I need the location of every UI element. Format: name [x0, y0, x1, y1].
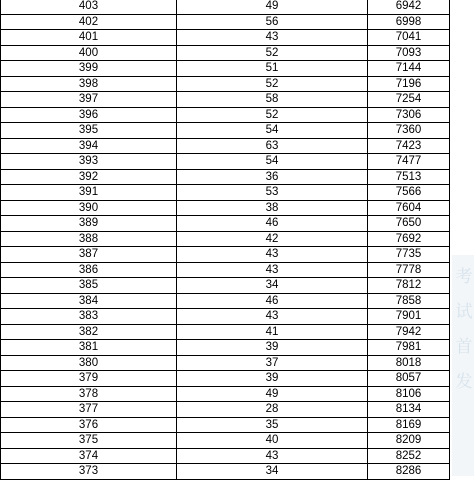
- table-row: [1, 107, 450, 123]
- count-cell: 53: [177, 185, 368, 201]
- table-row: [1, 324, 450, 340]
- score-cell: 391: [1, 185, 177, 201]
- table-row: [1, 45, 450, 61]
- table-row: [1, 417, 450, 433]
- count-cell: 54: [177, 154, 368, 170]
- table-row: [1, 262, 450, 278]
- table-row: [1, 92, 450, 108]
- table-row: [1, 386, 450, 402]
- score-cell: 386: [1, 262, 177, 278]
- table-row: [1, 123, 450, 139]
- score-cell: 382: [1, 324, 177, 340]
- score-cell: 375: [1, 433, 177, 449]
- table-row: [1, 448, 450, 464]
- cumulative-cell: 7650: [368, 216, 450, 232]
- table-row: [1, 200, 450, 216]
- table-row: [1, 464, 450, 480]
- score-cell: 401: [1, 30, 177, 46]
- cumulative-cell: 7144: [368, 61, 450, 77]
- table-row: [1, 355, 450, 371]
- count-cell: 38: [177, 200, 368, 216]
- cumulative-cell: 7360: [368, 123, 450, 139]
- cumulative-cell: 6998: [368, 14, 450, 30]
- count-cell: 58: [177, 92, 368, 108]
- score-cell: 388: [1, 231, 177, 247]
- table-row: [1, 216, 450, 232]
- score-cell: 379: [1, 371, 177, 387]
- cumulative-cell: 7041: [368, 30, 450, 46]
- cumulative-cell: 7692: [368, 231, 450, 247]
- count-cell: 51: [177, 61, 368, 77]
- table-row: [1, 138, 450, 154]
- count-cell: 43: [177, 262, 368, 278]
- table-row: [1, 293, 450, 309]
- cumulative-cell: 7778: [368, 262, 450, 278]
- cumulative-cell: 7306: [368, 107, 450, 123]
- score-cell: 402: [1, 14, 177, 30]
- score-cell: 396: [1, 107, 177, 123]
- count-cell: 49: [177, 386, 368, 402]
- score-cell: 393: [1, 154, 177, 170]
- cumulative-cell: 8106: [368, 386, 450, 402]
- cumulative-cell: 8134: [368, 402, 450, 418]
- score-cell: 373: [1, 464, 177, 480]
- count-cell: 40: [177, 433, 368, 449]
- count-cell: 43: [177, 30, 368, 46]
- table-row: [1, 154, 450, 170]
- table-row: [1, 402, 450, 418]
- cumulative-cell: 7477: [368, 154, 450, 170]
- cumulative-cell: 6942: [368, 0, 450, 14]
- cumulative-cell: 7901: [368, 309, 450, 325]
- cumulative-cell: 8209: [368, 433, 450, 449]
- cumulative-cell: 7566: [368, 185, 450, 201]
- score-cell: 380: [1, 355, 177, 371]
- score-cell: 400: [1, 45, 177, 61]
- count-cell: 46: [177, 216, 368, 232]
- count-cell: 52: [177, 76, 368, 92]
- count-cell: 54: [177, 123, 368, 139]
- count-cell: 46: [177, 293, 368, 309]
- count-cell: 52: [177, 107, 368, 123]
- table-row: [1, 278, 450, 294]
- watermark-glyph: 首: [455, 337, 473, 357]
- count-cell: 35: [177, 417, 368, 433]
- score-cell: 397: [1, 92, 177, 108]
- cumulative-cell: 7423: [368, 138, 450, 154]
- score-cell: 403: [1, 0, 177, 14]
- table-row: [1, 61, 450, 77]
- score-cell: 374: [1, 448, 177, 464]
- count-cell: 39: [177, 340, 368, 356]
- cumulative-cell: 7513: [368, 169, 450, 185]
- score-cell: 384: [1, 293, 177, 309]
- table-row: [1, 30, 450, 46]
- score-cell: 383: [1, 309, 177, 325]
- watermark-glyph: 发: [455, 372, 473, 392]
- score-cell: 395: [1, 123, 177, 139]
- cumulative-cell: 7942: [368, 324, 450, 340]
- count-cell: 43: [177, 309, 368, 325]
- table-row: [1, 231, 450, 247]
- count-cell: 42: [177, 231, 368, 247]
- cumulative-cell: 7858: [368, 293, 450, 309]
- count-cell: 52: [177, 45, 368, 61]
- count-cell: 49: [177, 0, 368, 14]
- count-cell: 41: [177, 324, 368, 340]
- count-cell: 39: [177, 371, 368, 387]
- score-cell: 398: [1, 76, 177, 92]
- table-row: [1, 0, 450, 14]
- cumulative-cell: 8252: [368, 448, 450, 464]
- score-cell: 392: [1, 169, 177, 185]
- cumulative-cell: 8286: [368, 464, 450, 480]
- score-cell: 378: [1, 386, 177, 402]
- score-cell: 394: [1, 138, 177, 154]
- cumulative-cell: 7812: [368, 278, 450, 294]
- count-cell: 56: [177, 14, 368, 30]
- cumulative-cell: 8057: [368, 371, 450, 387]
- table-row: [1, 185, 450, 201]
- watermark: [454, 262, 474, 476]
- score-cell: 377: [1, 402, 177, 418]
- count-cell: 43: [177, 448, 368, 464]
- score-cell: 399: [1, 61, 177, 77]
- watermark-glyph: 考: [455, 267, 473, 287]
- count-cell: 34: [177, 278, 368, 294]
- count-cell: 43: [177, 247, 368, 263]
- table-row: [1, 76, 450, 92]
- score-cell: 387: [1, 247, 177, 263]
- table-row: [1, 14, 450, 30]
- score-cell: 385: [1, 278, 177, 294]
- cumulative-cell: 7604: [368, 200, 450, 216]
- table-body: [1, 0, 450, 479]
- cumulative-cell: 7735: [368, 247, 450, 263]
- table-row: [1, 340, 450, 356]
- count-cell: 63: [177, 138, 368, 154]
- score-cell: 390: [1, 200, 177, 216]
- cumulative-cell: 7093: [368, 45, 450, 61]
- table-row: [1, 309, 450, 325]
- cumulative-cell: 7254: [368, 92, 450, 108]
- count-cell: 37: [177, 355, 368, 371]
- cumulative-cell: 8169: [368, 417, 450, 433]
- watermark-glyph: 试: [455, 302, 473, 322]
- count-cell: 34: [177, 464, 368, 480]
- cumulative-cell: 7981: [368, 340, 450, 356]
- table-row: [1, 371, 450, 387]
- score-cell: 376: [1, 417, 177, 433]
- score-cell: 389: [1, 216, 177, 232]
- cumulative-cell: 7196: [368, 76, 450, 92]
- table-row: [1, 169, 450, 185]
- cumulative-cell: 8018: [368, 355, 450, 371]
- score-cell: 381: [1, 340, 177, 356]
- count-cell: 28: [177, 402, 368, 418]
- table-row: [1, 433, 450, 449]
- count-cell: 36: [177, 169, 368, 185]
- table-row: [1, 247, 450, 263]
